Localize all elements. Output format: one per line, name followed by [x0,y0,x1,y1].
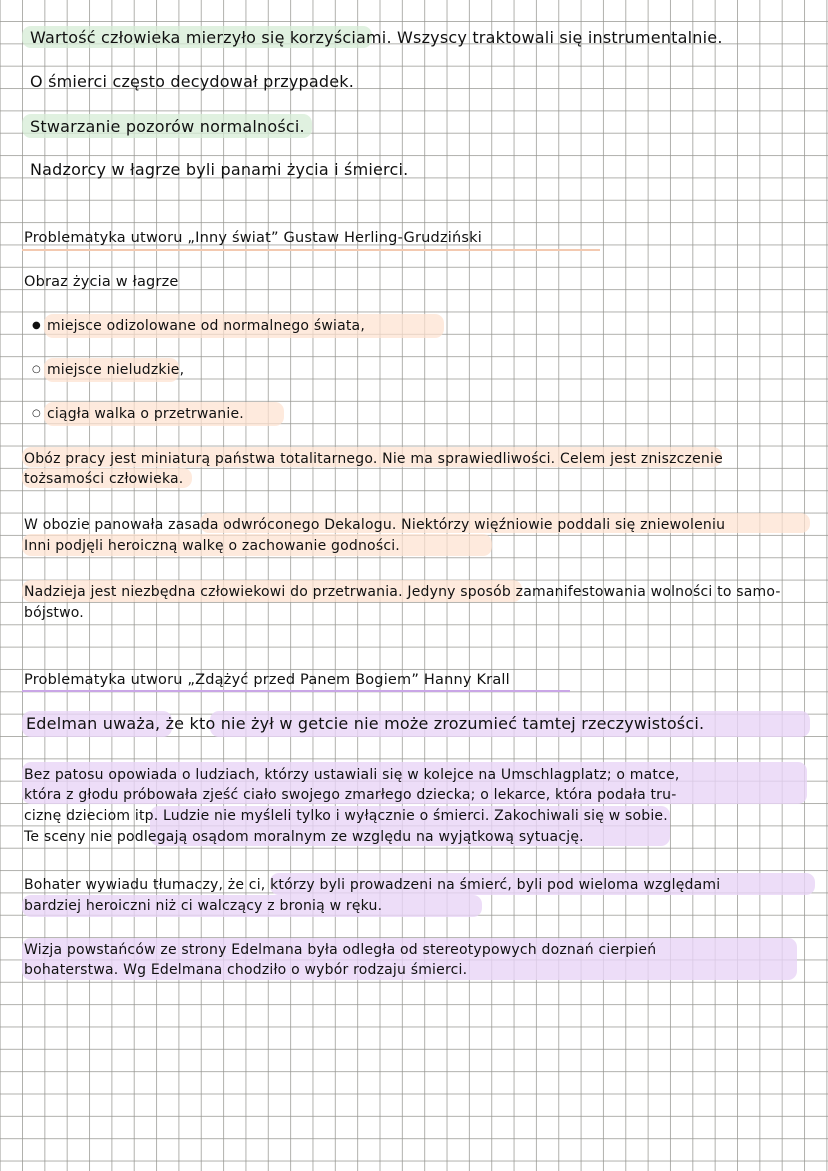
bullet-item [32,362,184,378]
section-title [24,672,510,688]
note-line [30,119,305,135]
paragraph-text: Wizja powstańców ze strony Edelmana była odległa od stereotypowych doznań cierpień [24,942,657,958]
section-subtitle [24,274,179,290]
paragraph-text: Obóz pracy jest miniaturą państwa totalitarnego. Nie ma sprawiedliwości. Celem jest zniszczenie [24,451,723,467]
paragraph-line [24,517,725,533]
paragraph-text: bohaterstwa. Wg Edelmana chodziło o wybór rodzaju śmierci. [24,962,468,978]
paragraph-line [24,942,656,958]
paragraph-line [24,808,668,824]
paragraph-text: Bez patosu opowiada o ludziach, którzy ustawiali się w kolejce na Umschlagplatz; o matce, [24,767,680,783]
paragraph-line [26,716,704,732]
note-text: Wartość człowieka mierzyło się korzyściami. Wszyscy traktowali się instrumentalnie. [30,28,723,47]
section-title-text: Problematyka utworu „Inny świat” Gustaw Herling-Grudziński [24,230,482,246]
bullet-dot-icon: ○ [32,408,41,419]
paragraph-line [24,787,676,803]
bullet-dot-icon: ● [32,320,41,331]
bullet-dot-icon: ○ [32,364,41,375]
note-line [30,30,723,46]
paragraph-text: bójstwo. [24,605,84,621]
bullet-item [32,318,365,334]
section-subtitle-text: Obraz życia w łagrze [24,274,179,290]
paragraph-line [24,898,382,914]
paragraph-line [24,584,781,600]
paragraph-text: Inni podjęli heroiczną walkę o zachowanie godności. [24,538,400,554]
paragraph-line [24,767,679,783]
bullet-item [32,406,244,422]
title-underline [22,690,570,692]
title-underline [22,249,600,251]
bullet-text: ciągła walka o przetrwanie. [46,406,244,422]
paragraph-line [24,451,723,467]
paragraph-text: W obozie panowała zasada odwróconego Dekalogu. Niektórzy więźniowie poddali się zniewoleniu [24,517,726,533]
note-line [30,162,408,178]
paragraph-text: Te sceny nie podlegają osądom moralnym ze względu na wyjątkową sytuację. [24,829,584,845]
paragraph-line [24,605,84,621]
paragraph-text: bardziej heroiczni niż ci walczący z bronią w ręku. [24,898,383,914]
paragraph-text: która z głodu próbowała zjeść ciało swojego zmarłego dziecka; o lekarce, która podała tru- [24,787,677,803]
section-title-text: Problematyka utworu „Zdążyć przed Panem Bogiem” Hanny Krall [24,672,510,688]
paragraph-line [24,471,183,487]
note-text: Stwarzanie pozorów normalności. [30,117,305,136]
paragraph-text: ciznę dzieciom itp. Ludzie nie myśleli tylko i wyłącznie o śmierci. Zakochiwali się w sobie. [24,808,668,824]
note-text: O śmierci często decydował przypadek. [30,72,355,91]
paragraph-line [24,538,400,554]
paragraph-line [24,877,720,893]
paragraph-line [24,829,584,845]
bullet-text: miejsce odizolowane od normalnego świata, [46,318,365,334]
paragraph-text: Bohater wywiadu tłumaczy, że ci, którzy byli prowadzeni na śmierć, byli pod wieloma względami [24,877,721,893]
paragraph-line [24,962,467,978]
paragraph-text: tożsamości człowieka. [24,471,184,487]
section-title [24,230,482,246]
bullet-text: miejsce nieludzkie, [46,362,185,378]
paragraph-text: Nadzieja jest niezbędna człowiekowi do przetrwania. Jedyny sposób zamanifestowania wolności to samo- [24,584,781,600]
note-text: Nadzorcy w łagrze byli panami życia i śmierci. [30,160,409,179]
note-line [30,74,354,90]
paragraph-text: Edelman uważa, że kto nie żył w getcie nie może zrozumieć tamtej rzeczywistości. [26,714,705,733]
